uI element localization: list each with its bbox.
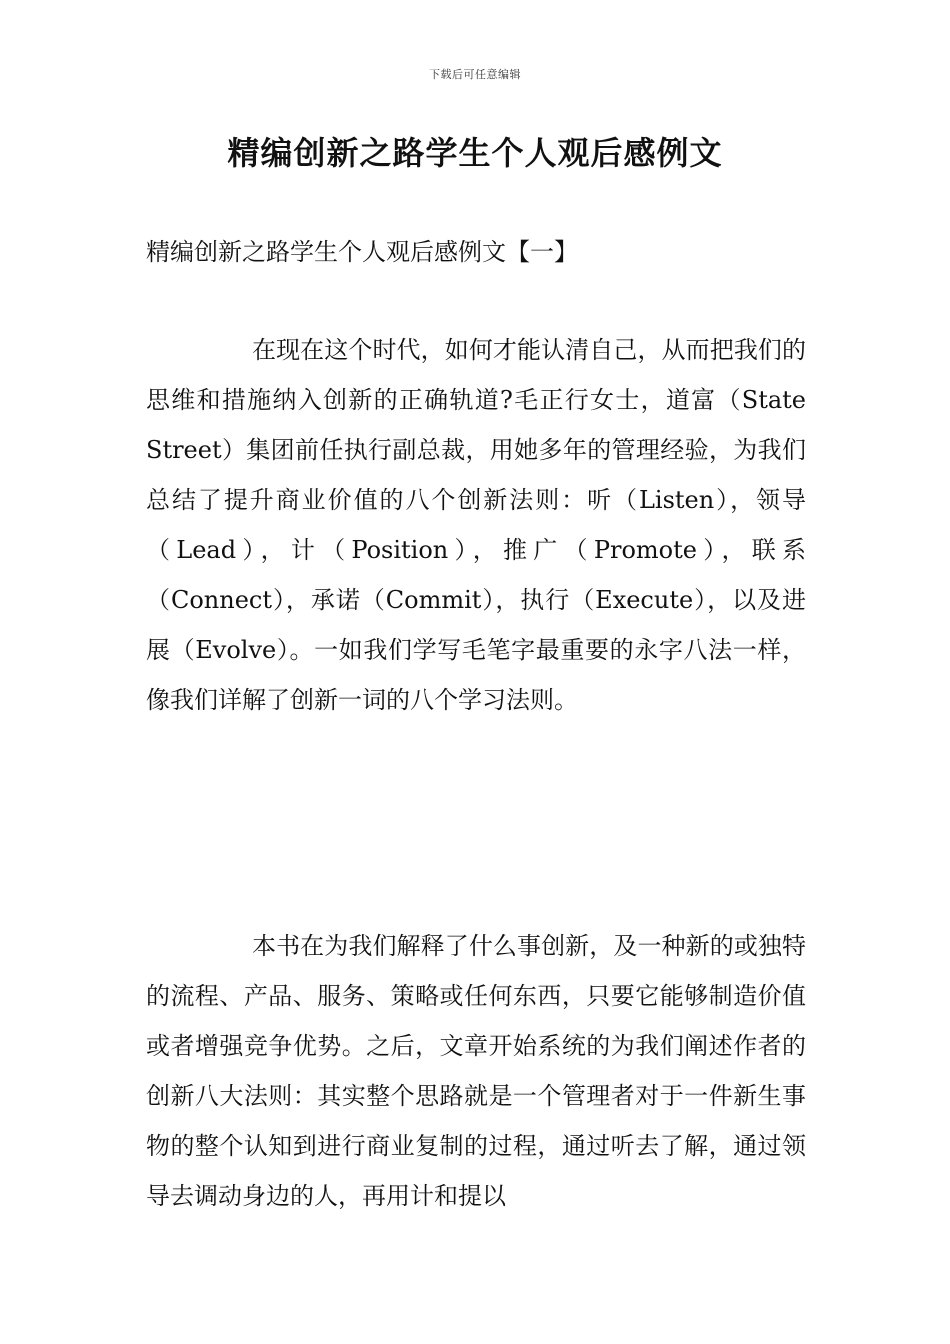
body-paragraph-1: 在现在这个时代，如何才能认清自己，从而把我们的思维和措施纳入创新的正确轨道?毛正行女士，道富（State Street）集团前任执行副总裁，用她多年的管理经验，为我们总结了提升商业价值的八个创新法则：听（Listen），领导（Lead），计（Position），推广（Promote），联系（Connect），承诺（Commit），执行（Execute），以及进展（Evolve）。一如我们学写毛笔字最重要的永字八法一样，像我们详解了创新一词的八个学习法则。 — [146, 336, 806, 714]
document-title: 精编创新之路学生个人观后感例文 — [227, 134, 723, 172]
section-heading: 精编创新之路学生个人观后感例文【一】 — [146, 238, 578, 266]
header-note: 下载后可任意编辑 — [429, 68, 521, 81]
body-paragraph-2: 本书在为我们解释了什么事创新，及一种新的或独特的流程、产品、服务、策略或任何东西，只要它能够制造价值或者增强竞争优势。之后，文章开始系统的为我们阐述作者的创新八大法则：其实整个思路就是一个管理者对于一件新生事物的整个认知到进行商业复制的过程，通过听去了解，通过领导去调动身边的人，再用计和提以 — [146, 932, 806, 1210]
